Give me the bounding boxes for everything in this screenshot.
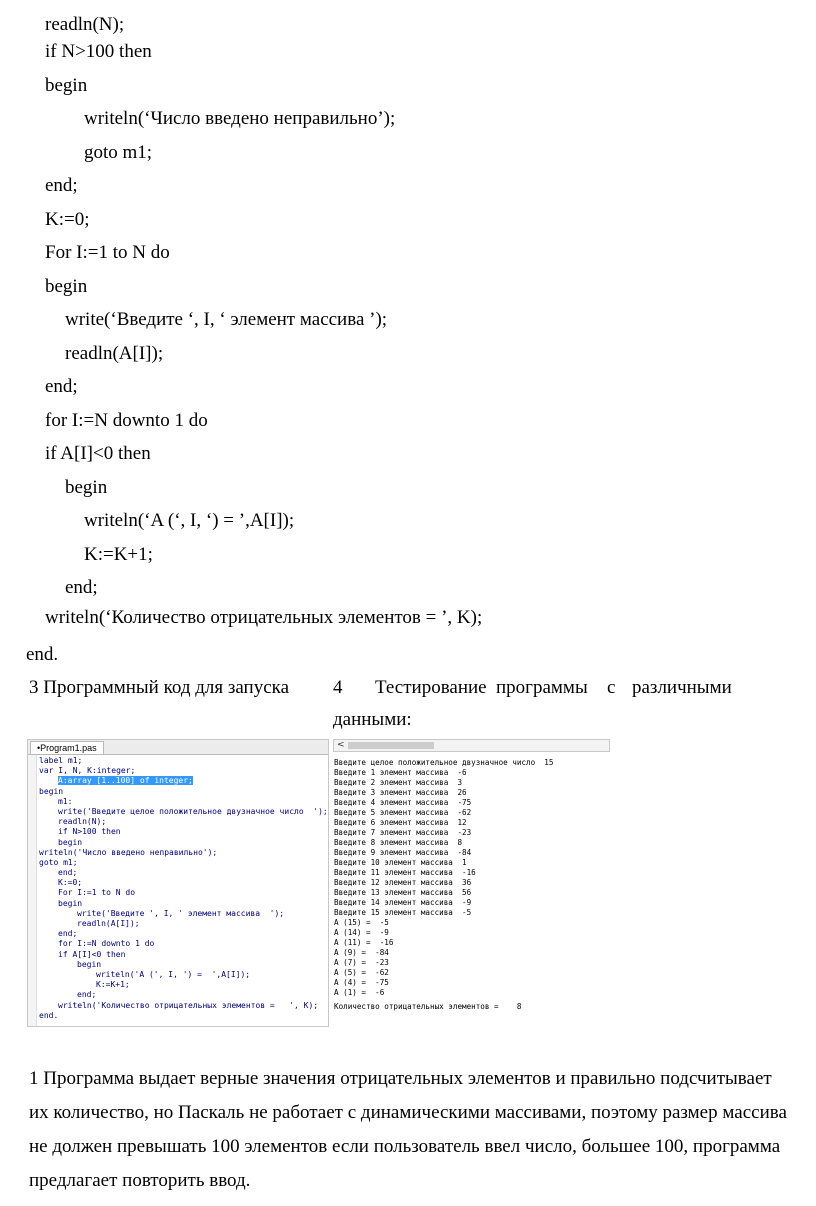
console-line: A (15) = -5: [334, 918, 389, 927]
code-line: K:=0;: [45, 209, 90, 230]
code-line: goto m1;: [84, 142, 153, 163]
console-line: Введите 14 элемент массива -9: [334, 898, 472, 907]
ide-tab-bar: [28, 740, 328, 755]
code-line: begin: [45, 276, 88, 297]
ide-code-line: begin: [58, 898, 83, 908]
console-line: Введите целое положительное двузначное число 15: [334, 758, 554, 767]
conclusion-line: не должен превышать 100 элементов если пользователь ввел число, большее 100, программа: [29, 1136, 781, 1157]
console-line: A (9) = -84: [334, 948, 389, 957]
conclusion-line: их количество, но Паскаль не работает с динамическими массивами, поэтому размер массива: [29, 1102, 787, 1123]
console-line: Введите 15 элемент массива -5: [334, 908, 472, 917]
ide-code-line: write('Введите целое положительное двузначное число ');: [58, 806, 328, 816]
ide-code-line: m1:: [58, 796, 73, 806]
conclusion-line: 1 Программа выдает верные значения отрицательных элементов и правильно подсчитывает: [29, 1068, 772, 1089]
ide-code-line: writeln('Число введено неправильно');: [39, 847, 218, 857]
code-line: if N>100 then: [45, 41, 152, 62]
ide-code-area[interactable]: [39, 756, 328, 1026]
section-4-number: 4: [333, 677, 343, 698]
ide-code-line: end;: [58, 929, 78, 939]
ide-code-line: for I:=N downto 1 do: [58, 939, 155, 949]
console-line: Введите 7 элемент массива -23: [334, 828, 472, 837]
code-line: write(‘Введите ‘, I, ‘ элемент массива ’);: [65, 309, 388, 330]
code-line: end;: [45, 175, 78, 196]
code-line: end;: [45, 376, 78, 397]
console-line: Введите 1 элемент массива -6: [334, 768, 467, 777]
console-line: A (1) = -6: [334, 988, 385, 997]
console-line: Количество отрицательных элементов = 8: [334, 1002, 522, 1011]
console-line: A (7) = -23: [334, 958, 389, 967]
conclusion-line: предлагает повторить ввод.: [29, 1170, 251, 1191]
ide-file-tab[interactable]: •Program1.pas: [30, 741, 104, 754]
console-line: Введите 11 элемент массива -16: [334, 868, 476, 877]
ide-code-line: readln(N);: [58, 817, 107, 827]
section-4-word: программы: [496, 677, 588, 698]
scrollbar-thumb[interactable]: [348, 742, 434, 749]
ide-code-line: begin: [77, 959, 102, 969]
console-line: Введите 4 элемент массива -75: [334, 798, 472, 807]
code-line: begin: [45, 75, 88, 96]
console-line: Введите 9 элемент массива -84: [334, 848, 472, 857]
ide-editor-screenshot: [27, 739, 329, 1027]
code-line: writeln(‘Число введено неправильно’);: [84, 108, 396, 129]
ide-code-line: writeln('Количество отрицательных элементов = ', K);: [58, 1000, 319, 1010]
console-line: Введите 3 элемент массива 26: [334, 788, 467, 797]
ide-code-line: K:=K+1;: [96, 980, 130, 990]
ide-code-line: var I, N, K:integer;: [39, 766, 136, 776]
ide-code-line: if A[I]<0 then: [58, 949, 126, 959]
console-output-window: [333, 739, 610, 1021]
ide-code-line: label m1;: [39, 756, 83, 765]
code-line: for I:=N downto 1 do: [45, 410, 208, 431]
ide-code-line: begin: [58, 837, 83, 847]
ide-code-line: For I:=1 to N do: [58, 888, 136, 898]
ide-code-line: if N>100 then: [58, 827, 121, 837]
code-line: For I:=1 to N do: [45, 242, 170, 263]
ide-code-line-selected: A:array [1..100] of integer;: [58, 776, 193, 786]
code-line: writeln(‘Количество отрицательных элементов = ’, K);: [45, 607, 483, 628]
code-line: readln(N);: [45, 14, 125, 35]
ide-code-line: end;: [77, 990, 97, 1000]
code-line: readln(A[I]);: [65, 343, 164, 364]
console-line: Введите 12 элемент массива 36: [334, 878, 472, 887]
conclusion-paragraph: [29, 1062, 804, 1198]
code-line: if A[I]<0 then: [45, 443, 151, 464]
code-line: end;: [65, 577, 98, 598]
console-line: A (11) = -16: [334, 938, 394, 947]
console-line: Введите 6 элемент массива 12: [334, 818, 467, 827]
section-4-word: с: [607, 677, 616, 698]
section-3-heading: 3 Программный код для запуска: [29, 677, 290, 698]
section-4-word: различными: [632, 677, 732, 698]
scroll-left-arrow-icon[interactable]: <: [337, 740, 345, 750]
ide-code-line: K:=0;: [58, 878, 83, 888]
code-line: end.: [26, 644, 59, 665]
code-line: K:=K+1;: [84, 544, 153, 565]
code-line: begin: [65, 477, 108, 498]
console-horizontal-scrollbar[interactable]: [333, 739, 610, 752]
ide-code-line: end;: [58, 868, 78, 878]
ide-code-line: goto m1;: [39, 857, 78, 867]
ide-gutter: [28, 755, 37, 1026]
section-4-word: Тестирование: [375, 677, 487, 698]
ide-code-line: begin: [39, 786, 64, 796]
console-line: Введите 2 элемент массива 3: [334, 778, 463, 787]
console-line: Введите 13 элемент массива 56: [334, 888, 472, 897]
ide-code-line: write('Введите ', I, ' элемент массива ');: [77, 908, 285, 918]
code-line: writeln(‘A (‘, I, ‘) = ’,A[I]);: [84, 510, 295, 531]
console-line: Введите 5 элемент массива -62: [334, 808, 472, 817]
section-4-heading-line2: данными:: [333, 709, 412, 730]
console-line: Введите 8 элемент массива 8: [334, 838, 463, 847]
console-line: A (14) = -9: [334, 928, 389, 937]
console-line: Введите 10 элемент массива 1: [334, 858, 467, 867]
ide-code-line: readln(A[I]);: [77, 919, 140, 928]
console-line: A (4) = -75: [334, 978, 389, 987]
ide-code-line: writeln('A (', I, ') = ',A[I]);: [96, 969, 251, 979]
console-line: A (5) = -62: [334, 968, 389, 977]
ide-code-line: end.: [39, 1010, 59, 1020]
